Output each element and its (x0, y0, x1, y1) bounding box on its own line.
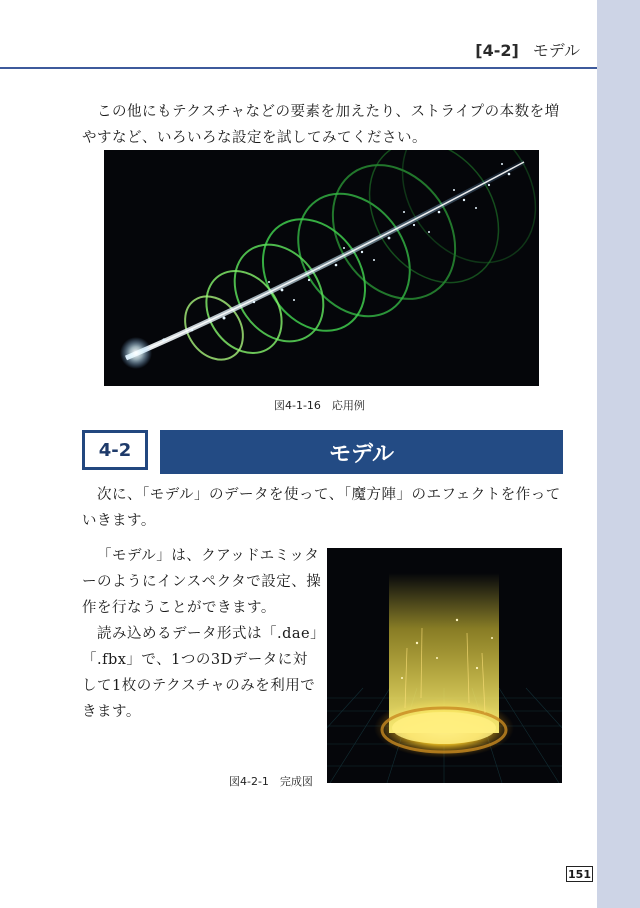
body-paragraph-1: 「モデル」は、クアッドエミッターのようにインスペクタで設定、操作を行なうことができます。 (82, 548, 322, 616)
side-band (597, 0, 640, 908)
section-number: 4-2 (82, 430, 148, 470)
magic-circle-image (327, 548, 562, 783)
header-section-name: モデル (532, 41, 580, 60)
page-number: 151 (566, 866, 593, 882)
intro-paragraph: この他にもテクスチャなどの要素を加えたり、ストライプの本数を増やすなど、いろいろな設定を試してみてください。 (82, 104, 560, 146)
figure-spiral-effect (104, 150, 539, 386)
spiral-effect-image (104, 150, 539, 386)
header-section-tag: [4-2] (475, 41, 519, 60)
figure1-caption: 図4-1-16 応用例 (274, 399, 365, 412)
header-rule (0, 67, 597, 69)
body-paragraph-2: 読み込めるデータ形式は「.dae」「.fbx」で、1つの3Dデータに対して1枚のテクスチャのみを利用できます。 (82, 626, 318, 720)
body-text (82, 543, 322, 725)
section-intro-paragraph: 次に、「モデル」のデータを使って、「魔方陣」のエフェクトを作っていきます。 (82, 487, 561, 529)
figure2-caption: 図4-2-1 完成図 (229, 775, 313, 788)
section-title: モデル (160, 430, 563, 474)
running-header (475, 38, 580, 61)
figure-magic-circle (327, 548, 562, 783)
